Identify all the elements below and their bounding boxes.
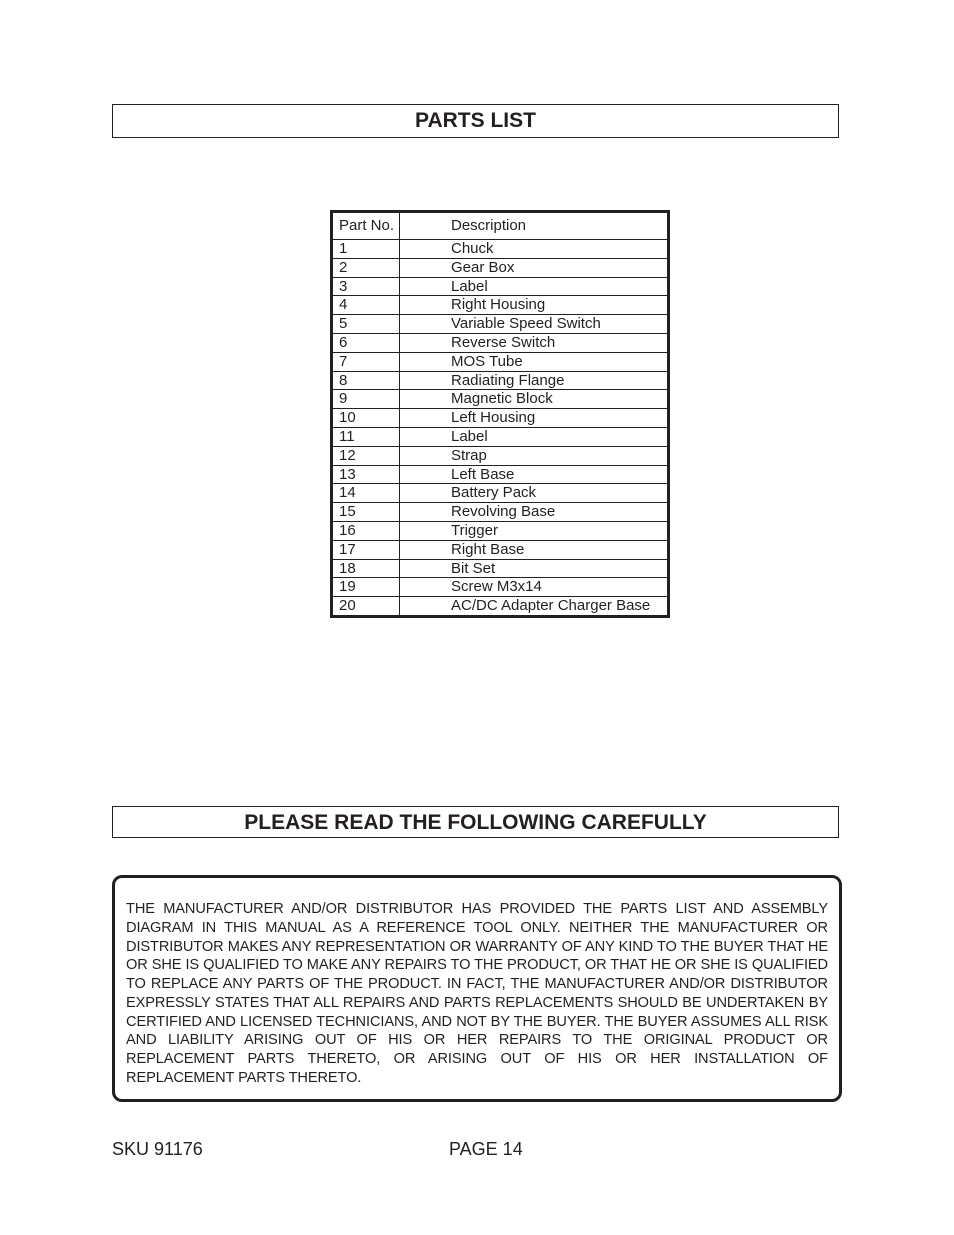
description-header: Description <box>451 217 527 234</box>
table-row <box>332 333 669 352</box>
notice-title: PLEASE READ THE FOLLOWING CAREFULLY <box>112 806 839 838</box>
table-row <box>332 521 669 540</box>
table-row <box>332 371 669 390</box>
part-number-cell: 19 <box>332 578 400 597</box>
table-row <box>332 390 669 409</box>
part-number-cell: 3 <box>332 277 400 296</box>
table-row <box>332 409 669 428</box>
notice-text: THE MANUFACTURER AND/OR DISTRIBUTOR HAS PROVIDED THE PARTS LIST AND ASSEMBLY DIAGRAM IN THIS MANUAL AS A REFERENCE TOOL ONLY. NEITHER THE MANUFACTURER OR DISTRIBUTOR MAKES ANY REPRESENTATION OR WARRANTY OF ANY KIND TO THE BUYER THAT HE OR SHE IS QUALIFIED TO MAKE ANY REPAIRS TO THE PRODUCT, OR THAT HE OR SHE IS QUALIFIED TO REPLACE ANY PARTS OF THE PRODUCT. IN FACT, THE MANUFACTURER AND/OR DISTRIBUTOR EXPRESSLY STATES THAT ALL REPAIRS AND PARTS REPLACEMENTS SHOULD BE UNDERTAKEN BY CERTIFIED AND LICENSED TECHNICIANS, AND NOT BY THE BUYER. THE BUYER ASSUMES ALL RISK AND LIABILITY ARISING OUT OF HIS OR HER REPAIRS TO THE ORIGINAL PRODUCT OR REPLACEMENT PARTS THERETO, OR ARISING OUT OF HIS OR HER INSTALLATION OF REPLACEMENT PARTS THERETO. <box>126 901 828 1086</box>
table-row <box>332 597 669 617</box>
part-description-cell: Variable Speed Switch <box>400 315 669 334</box>
part-description-cell: Strap <box>400 446 669 465</box>
part-description-cell: Label <box>400 277 669 296</box>
part-description-cell: Gear Box <box>400 258 669 277</box>
part-number-cell: 9 <box>332 390 400 409</box>
part-description-cell: Left Base <box>400 465 669 484</box>
part-number-cell: 16 <box>332 521 400 540</box>
part-number-cell: 5 <box>332 315 400 334</box>
table-header-row <box>332 212 669 240</box>
part-description-cell: Radiating Flange <box>400 371 669 390</box>
table-row <box>332 484 669 503</box>
table-row <box>332 465 669 484</box>
parts-list-title: PARTS LIST <box>112 104 839 138</box>
part-no-header: Part No. <box>332 212 400 240</box>
part-number-cell: 7 <box>332 352 400 371</box>
part-number-cell: 15 <box>332 503 400 522</box>
part-description-cell: Trigger <box>400 521 669 540</box>
part-number-cell: 20 <box>332 597 400 617</box>
part-description-cell: Bit Set <box>400 559 669 578</box>
notice-box <box>112 875 842 1102</box>
part-number-cell: 6 <box>332 333 400 352</box>
part-number-cell: 10 <box>332 409 400 428</box>
part-description-cell: Right Base <box>400 540 669 559</box>
table-row <box>332 277 669 296</box>
table-row <box>332 427 669 446</box>
table-row <box>332 540 669 559</box>
part-number-cell: 13 <box>332 465 400 484</box>
table-row <box>332 578 669 597</box>
parts-table <box>330 210 670 618</box>
part-number-cell: 12 <box>332 446 400 465</box>
part-number-cell: 8 <box>332 371 400 390</box>
part-description-cell: Magnetic Block <box>400 390 669 409</box>
part-number-cell: 14 <box>332 484 400 503</box>
part-number-cell: 4 <box>332 296 400 315</box>
table-row <box>332 559 669 578</box>
parts-table-body <box>332 212 669 617</box>
table-row <box>332 296 669 315</box>
part-description-cell: Revolving Base <box>400 503 669 522</box>
part-description-cell: Chuck <box>400 240 669 259</box>
page-number: PAGE 14 <box>449 1139 523 1159</box>
part-number-cell: 18 <box>332 559 400 578</box>
table-row <box>332 352 669 371</box>
part-number-cell: 2 <box>332 258 400 277</box>
part-description-cell: Screw M3x14 <box>400 578 669 597</box>
part-number-cell: 11 <box>332 427 400 446</box>
sku-label: SKU 91176 <box>112 1139 203 1159</box>
part-number-cell: 1 <box>332 240 400 259</box>
table-row <box>332 240 669 259</box>
table-row <box>332 315 669 334</box>
part-description-cell: Reverse Switch <box>400 333 669 352</box>
table-row <box>332 446 669 465</box>
part-number-cell: 17 <box>332 540 400 559</box>
part-description-cell: Right Housing <box>400 296 669 315</box>
part-description-cell: Left Housing <box>400 409 669 428</box>
part-description-cell: Label <box>400 427 669 446</box>
table-row <box>332 503 669 522</box>
part-description-cell: MOS Tube <box>400 352 669 371</box>
part-description-cell: Battery Pack <box>400 484 669 503</box>
table-row <box>332 258 669 277</box>
part-description-cell: AC/DC Adapter Charger Base <box>400 597 669 617</box>
